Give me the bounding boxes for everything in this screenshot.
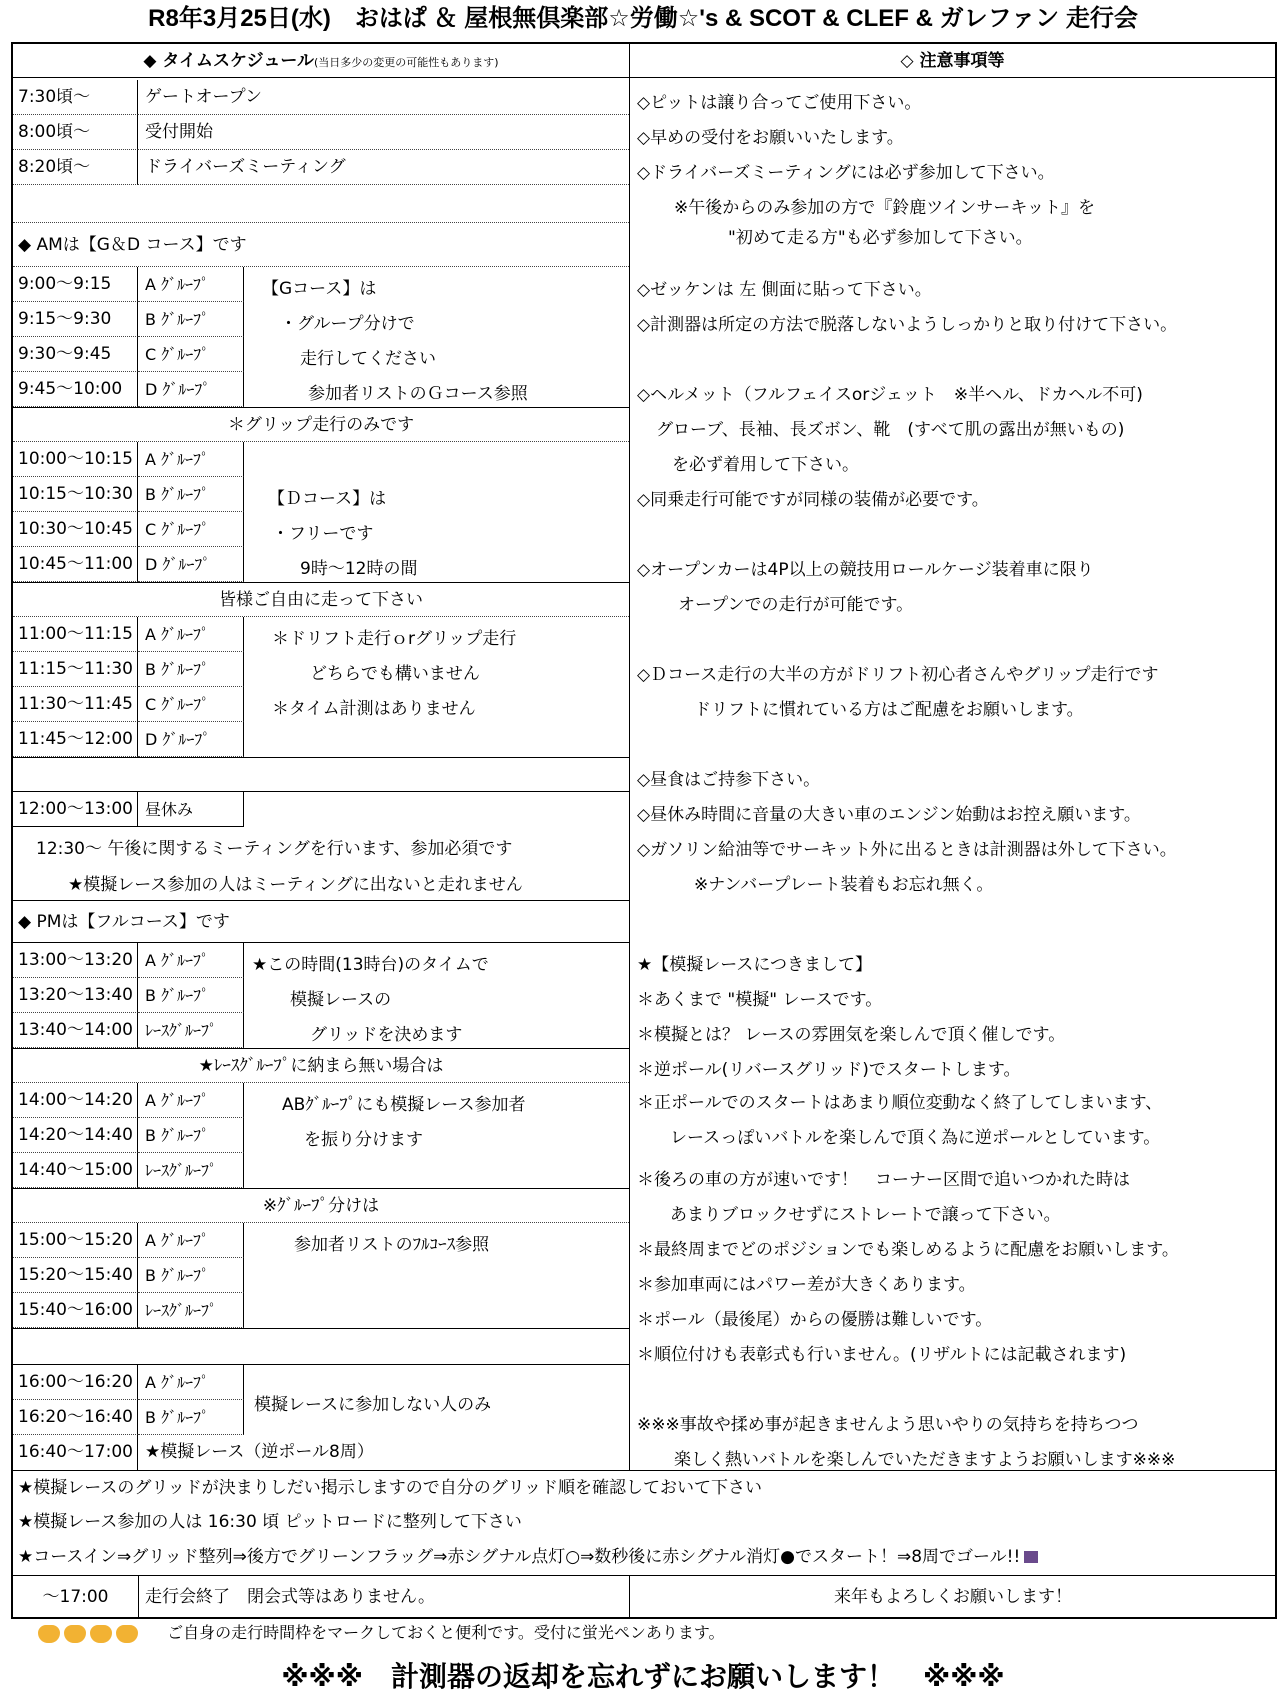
group-cell: B ｸﾞﾙｰﾌﾟ	[138, 1400, 244, 1435]
table-row	[13, 80, 629, 115]
note-text: ＊模擬とは？ レースの雰囲気を楽しんで頂く催しです。	[637, 1025, 1066, 1045]
table-row	[13, 1293, 629, 1328]
g-course-desc: 参加者リストのＧコース参照	[308, 384, 528, 404]
end-time: 〜17:00	[13, 1576, 139, 1618]
meeting-warning: ★模擬レース参加の人はミーティングに出ないと走れません	[68, 875, 523, 895]
note-text: グローブ、長袖、長ズボン、靴 (すべて肌の露出が無いもの)	[656, 420, 1125, 440]
note-text: レースっぽいバトルを楽しんで頂く為に逆ポールとしています。	[670, 1128, 1161, 1148]
time-cell: 9:15〜9:30	[13, 302, 138, 337]
group-cell: A ｸﾞﾙｰﾌﾟ	[138, 1223, 244, 1258]
time-cell: 9:30〜9:45	[13, 337, 138, 372]
bottom-note: ★模擬レースのグリッドが決まりしだい掲示しますので自分のグリッド順を確認しておいて下さい	[13, 1470, 1275, 1505]
g-course-desc: 【Gコース】は	[262, 279, 377, 299]
end-label: 走行会終了 閉会式等はありません。	[145, 1587, 436, 1607]
blank-row	[13, 185, 629, 223]
time-cell: 11:00〜11:15	[13, 617, 138, 652]
group-cell: C ｸﾞﾙｰﾌﾟ	[138, 687, 244, 722]
note-text: ◇ガソリン給油等でサーキット外に出るときは計測器は外して下さい。	[637, 840, 1177, 860]
time-cell: 13:20〜13:40	[13, 978, 138, 1013]
note-text: 楽しく熱いバトルを楽しんでいただきますようお願いします※※※	[674, 1450, 1176, 1470]
table-row	[13, 115, 629, 150]
table-row	[13, 1435, 629, 1470]
time-cell: 10:30〜10:45	[13, 512, 138, 547]
pm-note: ★ﾚｰｽｸﾞﾙｰﾌﾟに納まら無い場合は	[13, 1048, 629, 1083]
column-divider	[629, 42, 630, 1610]
page-title: R8年3月25日(水) おはぱ ＆ 屋根無倶楽部☆労働☆'s & SCOT & CLEF & ガレファン 走行会	[148, 5, 1138, 32]
group-cell: A ｸﾞﾙｰﾌﾟ	[138, 1083, 244, 1118]
d-course-desc: 【Ｄコース】は	[268, 489, 387, 509]
note-text: ◇昼休み時間に音量の大きい車のエンジン始動はお控え願います。	[637, 805, 1141, 825]
note-text: ＊逆ポール(リバースグリッド)でスタートします。	[637, 1060, 1021, 1080]
time-cell: 15:00〜15:20	[13, 1223, 138, 1258]
group-cell: A ｸﾞﾙｰﾌﾟ	[138, 442, 244, 477]
note-text: ◇ゼッケンは 左 側面に貼って下さい。	[637, 280, 932, 300]
schedule-header	[13, 44, 629, 78]
group-cell: A ｸﾞﾙｰﾌﾟ	[138, 1365, 244, 1400]
note-text: を必ず着用して下さい。	[672, 455, 859, 475]
note-text: ＊参加車両にはパワー差が大きくあります。	[637, 1275, 976, 1295]
group-cell: B ｸﾞﾙｰﾌﾟ	[138, 1118, 244, 1153]
pointing-hand-icon	[90, 1625, 112, 1643]
bottom-note	[13, 1540, 1275, 1575]
time-cell: 10:45〜11:00	[13, 547, 138, 582]
time-cell: 11:15〜11:30	[13, 652, 138, 687]
group-cell: A ｸﾞﾙｰﾌﾟ	[138, 943, 244, 978]
note-text: ※ナンバープレート装着もお忘れ無く。	[694, 875, 994, 895]
note-text: ◇オープンカーは4P以上の競技用ロールケージ装着車に限り	[637, 560, 1094, 580]
schedule-header-note: (当日多少の変更の可能性もあります)	[314, 56, 499, 69]
note-text: ◇昼食はご持参下さい。	[637, 770, 821, 790]
d-course-note: 皆様ご自由に走って下さい	[13, 582, 629, 617]
bottom-note: ★模擬レース参加の人は 16:30 頃 ピットロードに整列して下さい	[13, 1505, 1275, 1540]
group-cell: B ｸﾞﾙｰﾌﾟ	[138, 302, 244, 337]
pointing-hand-icon	[38, 1625, 60, 1643]
time-cell: 15:40〜16:00	[13, 1293, 138, 1328]
note-text: ◇Ｄコース走行の大半の方がドリフト初心者さんやグリップ走行です	[637, 665, 1159, 685]
checkered-flag-icon	[1024, 1551, 1038, 1563]
note-text: ＊ポール（最後尾）からの優勝は難しいです。	[637, 1310, 993, 1330]
group-cell: B ｸﾞﾙｰﾌﾟ	[138, 978, 244, 1013]
pm-desc: を振り分けます	[304, 1130, 423, 1150]
note-text: あまりブロックせずにストレートで譲って下さい。	[670, 1205, 1061, 1225]
table-row	[13, 722, 629, 757]
g-course-desc: 走行してください	[300, 349, 436, 369]
event-cell: ドライバーズミーティング	[138, 150, 629, 185]
g-course-note: ＊グリップ走行のみです	[13, 407, 629, 442]
note-text: ドリフトに慣れている方はご配慮をお願いします。	[694, 700, 1084, 720]
note-text: ◇同乗走行可能ですが同様の装備が必要です。	[637, 490, 989, 510]
time-cell: 15:20〜15:40	[13, 1258, 138, 1293]
g-course-desc: ・グループ分けで	[280, 314, 415, 334]
table-row	[13, 1153, 629, 1188]
note-text: オープンでの走行が可能です。	[678, 595, 914, 615]
time-cell: 11:45〜12:00	[13, 722, 138, 757]
pm-desc: 模擬レースの	[290, 990, 392, 1010]
group-cell: D ｸﾞﾙｰﾌﾟ	[138, 547, 244, 582]
table-row	[13, 1258, 629, 1293]
pm-title: ◆ PMは【フルコース】です	[13, 900, 629, 943]
group-cell: D ｸﾞﾙｰﾌﾟ	[138, 722, 244, 757]
pm-desc: ★この時間(13時台)のタイムで	[252, 955, 489, 975]
note-text: ★【模擬レースにつきまして】	[637, 955, 873, 975]
time-cell: 14:20〜14:40	[13, 1118, 138, 1153]
lunch-cell: 昼休み	[138, 792, 244, 827]
note-text: ◇早めの受付をお願いいたします。	[637, 128, 904, 148]
note-text: ◇ヘルメット（フルフェイスorジェット ※半ヘル、ドカヘル不可)	[637, 385, 1143, 405]
pm-desc: ABｸﾞﾙｰﾌﾟにも模擬レース参加者	[282, 1095, 526, 1115]
end-row	[13, 1575, 1275, 1617]
table-row	[13, 150, 629, 185]
note-text: ＊あくまで "模擬" レースです。	[637, 990, 883, 1010]
footer-reminder: ※※※ 計測器の返却を忘れずにお願いします！ ※※※	[281, 1660, 1005, 1693]
start-procedure: ★コースイン⇒グリッド整列⇒後方でグリーンフラッグ⇒赤シグナル点灯○⇒数秒後に赤シグナル消灯●でスタート！⇒8周でゴール!!	[18, 1547, 1021, 1567]
group-cell: A ｸﾞﾙｰﾌﾟ	[138, 617, 244, 652]
time-cell: 10:00〜10:15	[13, 442, 138, 477]
time-cell: 16:20〜16:40	[13, 1400, 138, 1435]
group-cell: C ｸﾞﾙｰﾌﾟ	[138, 337, 244, 372]
blank-row	[13, 757, 629, 792]
note-text: ◇ドライバーズミーティングには必ず参加して下さい。	[637, 163, 1055, 183]
schedule-header-label: ◆ タイムスケジュール	[143, 51, 315, 71]
time-cell: 8:00頃〜	[13, 115, 138, 150]
event-cell: 受付開始	[138, 115, 629, 150]
meeting-note: 12:30〜 午後に関するミーティングを行います、参加必須です	[36, 839, 513, 859]
pm-note: ※ｸﾞﾙｰﾌﾟ分けは	[13, 1188, 629, 1223]
time-cell: 14:40〜15:00	[13, 1153, 138, 1188]
pm-desc: グリッドを決めます	[310, 1025, 463, 1045]
blank-row	[13, 1328, 629, 1365]
time-cell: 9:00〜9:15	[13, 267, 138, 302]
pointing-hand-icon	[116, 1625, 138, 1643]
end-message: 来年もよろしくお願いします！	[629, 1576, 1276, 1618]
footer-tip-text: ご自身の走行時間枠をマークしておくと便利です。受付に蛍光ペンあります。	[167, 1623, 725, 1642]
note-text: ※午後からのみ参加の方で『鈴鹿ツインサーキット』を	[674, 198, 1096, 218]
table-row	[13, 442, 629, 477]
no-race-desc: 模擬レースに参加しない人のみ	[254, 1395, 492, 1415]
late-morning-desc: ＊ドリフト走行ｏrグリップ走行	[272, 629, 517, 649]
time-cell: 13:40〜14:00	[13, 1013, 138, 1048]
late-morning-desc: ＊タイム計測はありません	[272, 699, 476, 719]
note-text: ＊後ろの車の方が速いです！ コーナー区間で追いつかれた時は	[637, 1170, 1130, 1190]
time-cell: 14:00〜14:20	[13, 1083, 138, 1118]
time-cell: 12:00〜13:00	[13, 792, 138, 827]
time-cell: 9:45〜10:00	[13, 372, 138, 407]
time-cell: 16:40〜17:00	[13, 1435, 138, 1470]
race-cell: ★模擬レース（逆ポール8周）	[145, 1442, 374, 1462]
table-row	[13, 792, 629, 827]
time-cell: 10:15〜10:30	[13, 477, 138, 512]
pm-desc: 参加者リストのﾌﾙｺｰｽ参照	[294, 1235, 490, 1255]
notes-header: ◇ 注意事項等	[630, 44, 1275, 78]
note-text: ◇計測器は所定の方法で脱落しないようしっかりと取り付けて下さい。	[637, 315, 1178, 335]
footer-tip	[38, 1620, 725, 1643]
group-cell: B ｸﾞﾙｰﾌﾟ	[138, 652, 244, 687]
note-text: ◇ピットは譲り合ってご使用下さい。	[637, 93, 922, 113]
pointing-hand-icon	[64, 1625, 86, 1643]
d-course-desc: ・フリーです	[272, 524, 374, 544]
am-title: ◆ AMは【G＆D コース】です	[13, 223, 629, 267]
note-text: ＊順位付けも表彰式も行いません。(リザルトには記載されます)	[637, 1345, 1127, 1365]
group-cell: ﾚｰｽｸﾞﾙｰﾌﾟ	[138, 1293, 244, 1328]
group-cell: ﾚｰｽｸﾞﾙｰﾌﾟ	[138, 1153, 244, 1188]
time-cell: 13:00〜13:20	[13, 943, 138, 978]
note-text: ※※※事故や揉め事が起きませんよう思いやりの気持ちを持ちつつ	[637, 1415, 1139, 1435]
note-text: "初めて走る方"も必ず参加して下さい。	[728, 228, 1033, 248]
event-cell: ゲートオープン	[138, 80, 629, 115]
d-course-desc: 9時〜12時の間	[300, 559, 418, 579]
group-cell: B ｸﾞﾙｰﾌﾟ	[138, 477, 244, 512]
time-cell: 7:30頃〜	[13, 80, 138, 115]
group-cell: ﾚｰｽｸﾞﾙｰﾌﾟ	[138, 1013, 244, 1048]
time-cell: 11:30〜11:45	[13, 687, 138, 722]
time-cell: 8:20頃〜	[13, 150, 138, 185]
late-morning-desc: どちらでも構いません	[310, 664, 480, 684]
group-cell: C ｸﾞﾙｰﾌﾟ	[138, 512, 244, 547]
group-cell: B ｸﾞﾙｰﾌﾟ	[138, 1258, 244, 1293]
time-cell: 16:00〜16:20	[13, 1365, 138, 1400]
group-cell: D ｸﾞﾙｰﾌﾟ	[138, 372, 244, 407]
note-text: ＊正ポールでのスタートはあまり順位変動なく終了してしまいます、	[637, 1093, 1163, 1113]
note-text: ＊最終周までどのポジションでも楽しめるように配慮をお願いします。	[637, 1240, 1179, 1260]
group-cell: A ｸﾞﾙｰﾌﾟ	[138, 267, 244, 302]
